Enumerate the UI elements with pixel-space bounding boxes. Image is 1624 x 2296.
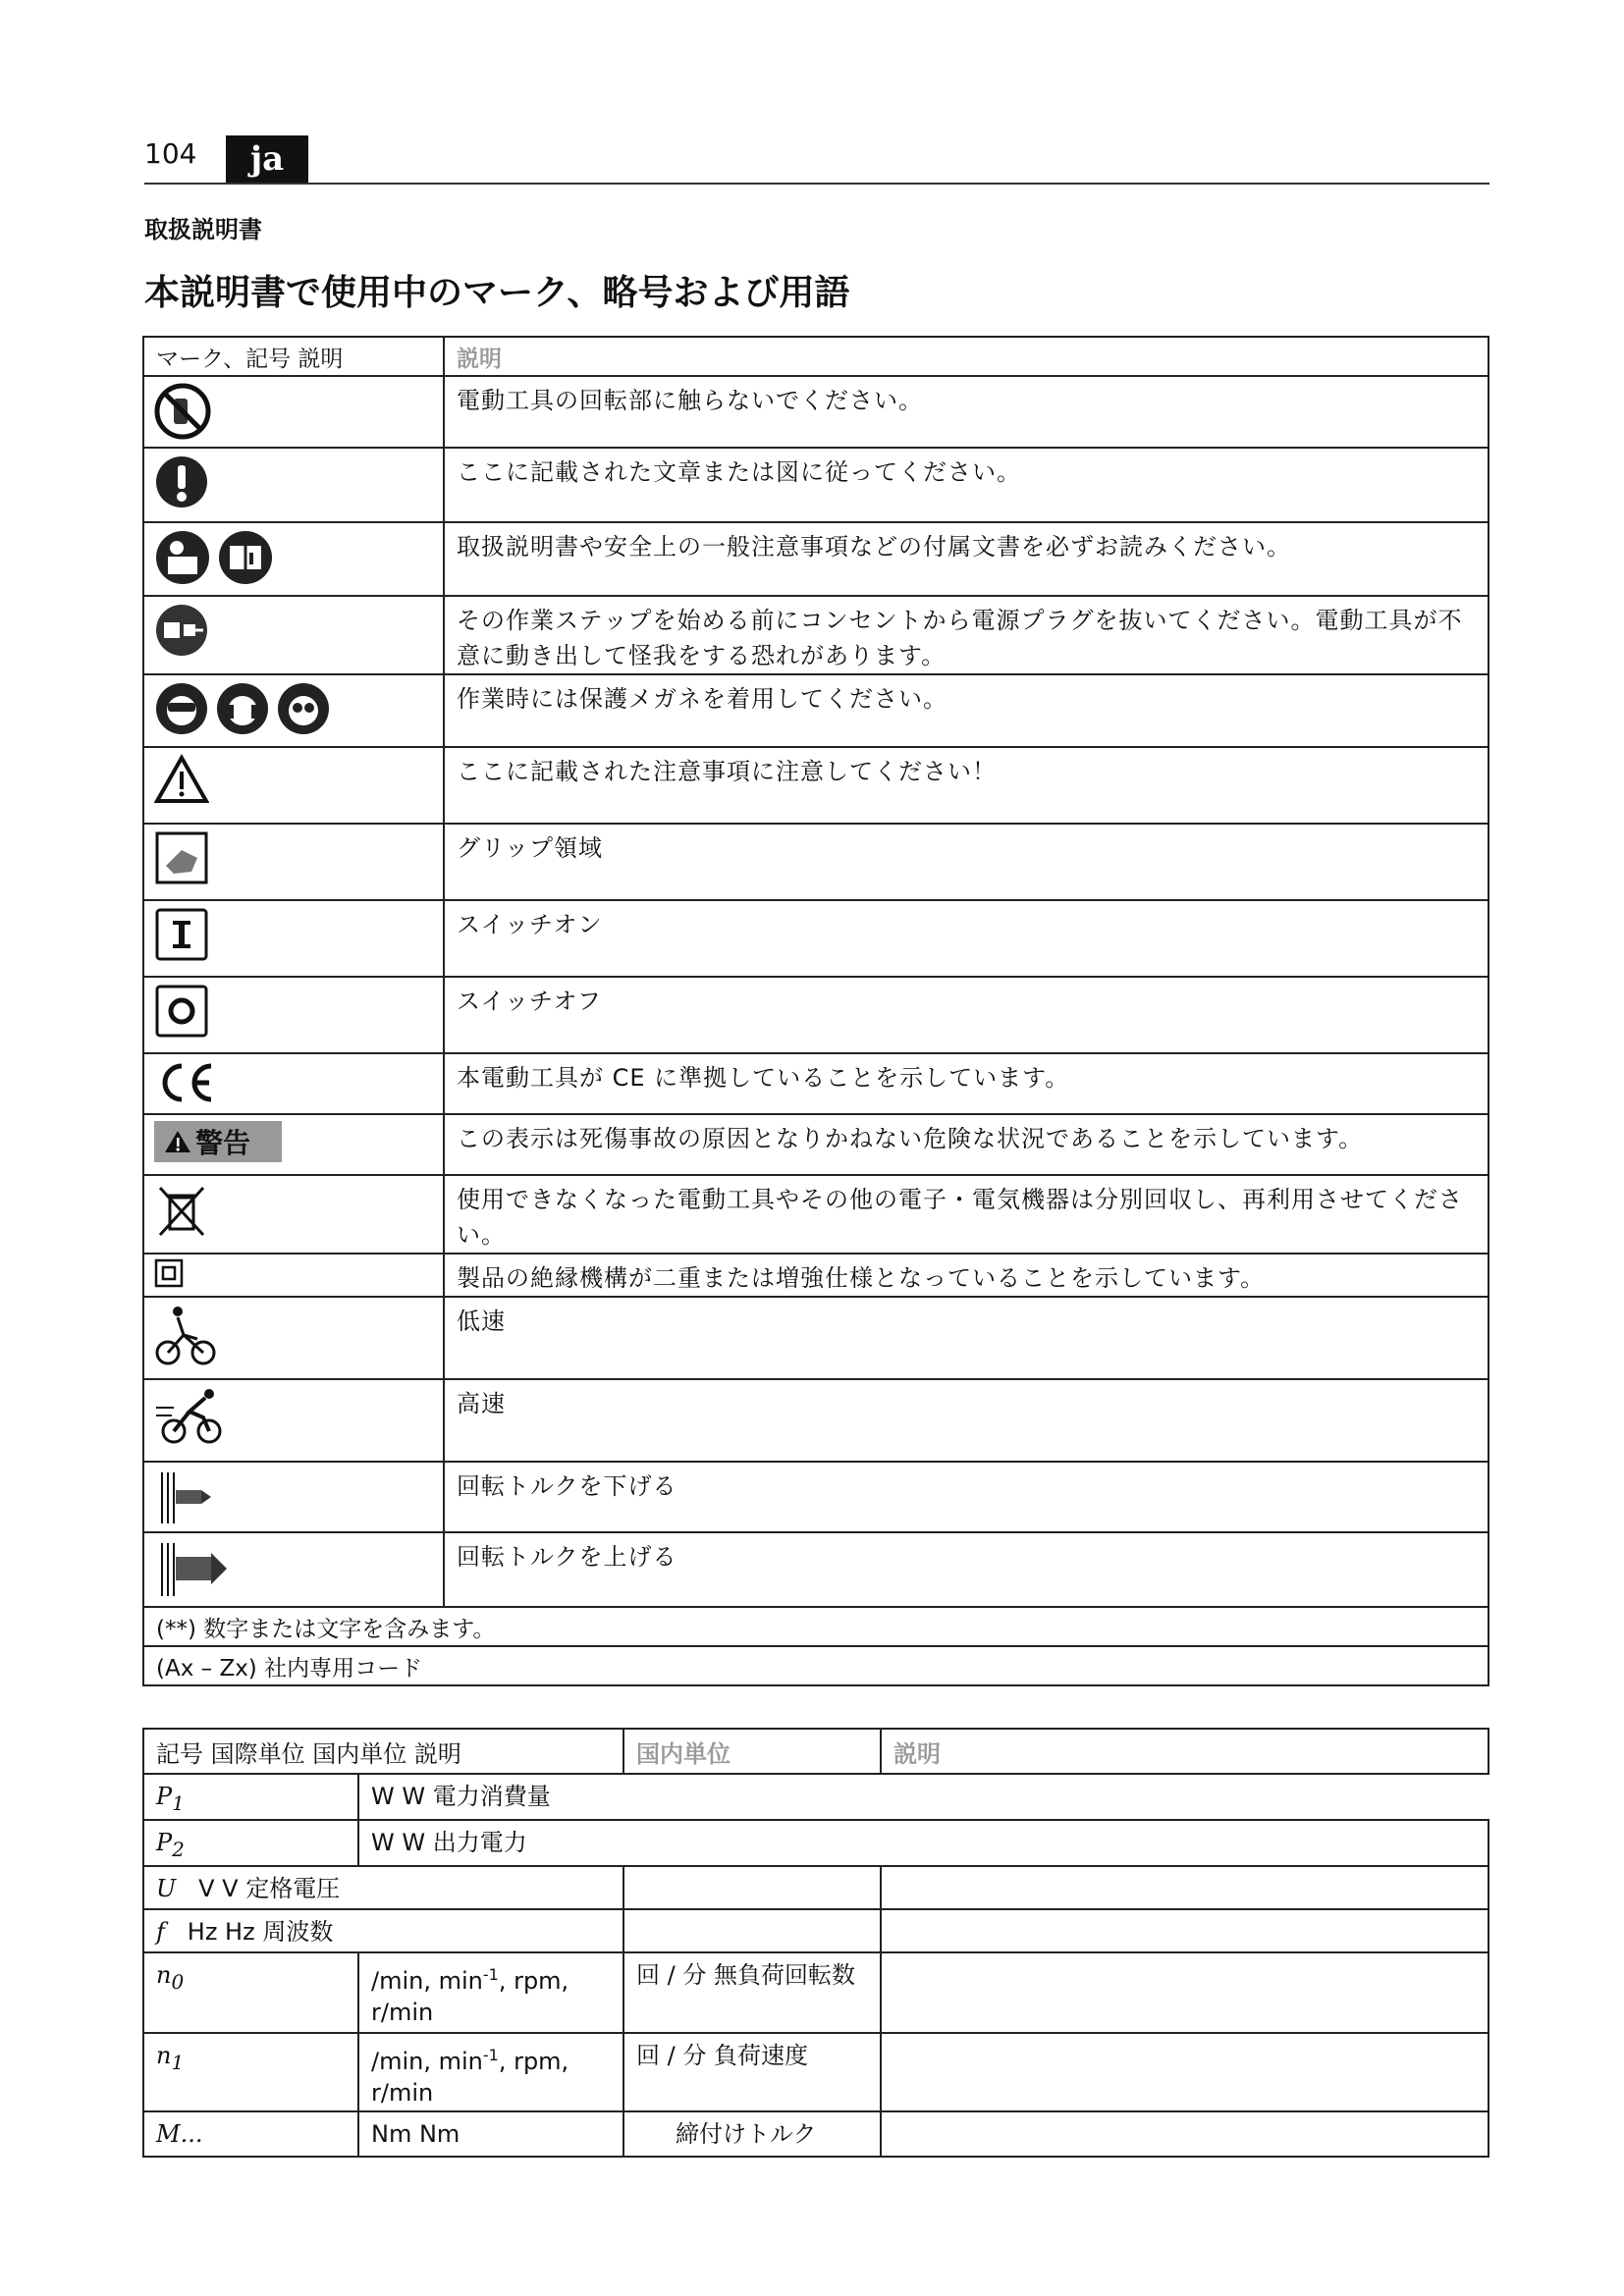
double-insulation-icon xyxy=(154,1258,184,1288)
table-row xyxy=(143,1114,1489,1175)
table-row: $P_2$ W W 出力電力 xyxy=(143,1820,1489,1866)
grip-area-icon xyxy=(154,830,209,885)
unit-symbol: M... xyxy=(156,2119,203,2148)
document-type: 取扱説明書 xyxy=(144,216,262,243)
units-header-row xyxy=(143,1729,1489,1774)
unit-text: W W 電力消費量 xyxy=(358,1774,1489,1820)
unplug-icon xyxy=(154,603,209,658)
units-col-desc: 説明 xyxy=(881,1729,1489,1774)
unit-symbol: n xyxy=(156,2041,172,2069)
unit-international: /min, $\min^{-1}$, rpm, r/min xyxy=(358,2033,623,2111)
symbol-desc: スイッチオフ xyxy=(444,977,1489,1053)
table-row xyxy=(143,1866,1489,1909)
page-number: 104 xyxy=(144,137,197,170)
unit-symbol: U xyxy=(156,1874,177,1902)
table-row xyxy=(143,1053,1489,1114)
symbol-desc: ここに記載された注意事項に注意してください！ xyxy=(444,747,1489,824)
symbol-desc: 使用できなくなった電動工具やその他の電子・電気機器は分別回収し、再利用させてください。 xyxy=(444,1175,1489,1254)
symbol-desc: 本電動工具が CE に準拠していることを示しています。 xyxy=(444,1053,1489,1114)
table-row xyxy=(143,977,1489,1053)
symbol-desc: 製品の絶縁機構が二重または増強仕様となっていることを示しています。 xyxy=(444,1254,1489,1297)
symbol-desc: 電動工具の回転部に触らないでください。 xyxy=(444,376,1489,448)
symbols-col-symbol: マーク、記号 説明 xyxy=(143,337,444,376)
units-table xyxy=(142,1728,1489,2158)
warning-triangle-icon xyxy=(154,754,209,805)
table-row xyxy=(143,747,1489,824)
symbol-desc: グリップ領域 xyxy=(444,824,1489,900)
symbol-desc: ここに記載された文章または図に従ってください。 xyxy=(444,448,1489,522)
symbol-desc: その作業ステップを始める前にコンセントから電源プラグを抜いてください。電動工具が不意に動き出して怪我をする恐れがあります。 xyxy=(444,596,1489,674)
book-info-icon xyxy=(217,529,274,586)
warning-label-text: 警告 xyxy=(195,1127,251,1159)
table-row xyxy=(143,824,1489,900)
unit-row-text xyxy=(143,1909,623,1952)
switch-off-icon xyxy=(154,984,209,1039)
unit-international: /min, $\min^{-1}$, rpm, r/min xyxy=(358,1952,623,2033)
unit-text: Hz Hz 周波数 xyxy=(187,1917,334,1946)
unit-text: W W 出力電力 xyxy=(358,1820,1489,1866)
header-rule xyxy=(144,183,1489,185)
unit-row-text xyxy=(143,1866,623,1909)
table-note-row xyxy=(143,1607,1489,1646)
safety-goggles-icon xyxy=(154,681,209,736)
table-row: $n_1$ /min, $\min^{-1}$, rpm, r/min 回 / 分 負荷速度 xyxy=(143,2033,1489,2111)
unit-text: V V 定格電圧 xyxy=(198,1874,341,1902)
symbol-desc: 高速 xyxy=(444,1379,1489,1462)
wear-protection-icon xyxy=(276,681,331,736)
no-touch-rotating-icon xyxy=(154,383,211,440)
table-row xyxy=(143,674,1489,747)
language-tab: ja xyxy=(226,135,308,183)
unit-national: 回 / 分 負荷速度 xyxy=(623,2033,881,2111)
unit-national: 回 / 分 無負荷回転数 xyxy=(623,1952,881,2033)
unit-text: Nm Nm xyxy=(358,2111,623,2157)
unit-symbol: P xyxy=(156,1783,173,1810)
table-row xyxy=(143,1379,1489,1462)
high-speed-icon xyxy=(154,1386,225,1447)
torque-up-icon xyxy=(154,1539,233,1600)
symbol-desc: スイッチオン xyxy=(444,900,1489,977)
ear-protection-icon xyxy=(215,681,270,736)
table-row xyxy=(143,1462,1489,1532)
symbol-desc: この表示は死傷事故の原因となりかねない危険な状況であることを示しています。 xyxy=(444,1114,1489,1175)
units-col-header: 記号 国際単位 国内単位 説明 xyxy=(143,1729,623,1774)
units-col-national: 国内単位 xyxy=(623,1729,881,1774)
table-note-row xyxy=(143,1646,1489,1685)
unit-desc xyxy=(881,2111,1489,2157)
symbol-desc: 作業時には保護メガネを着用してください。 xyxy=(444,674,1489,747)
unit-symbol: n xyxy=(156,1960,172,1989)
footnote-numbers: (**) 数字または文字を含みます。 xyxy=(143,1607,1489,1646)
symbol-desc: 回転トルクを上げる xyxy=(444,1532,1489,1607)
unit-symbol: f xyxy=(156,1917,165,1946)
table-row xyxy=(143,1532,1489,1607)
torque-down-icon xyxy=(154,1468,217,1527)
symbol-desc: 回転トルクを下げる xyxy=(444,1462,1489,1532)
switch-on-icon xyxy=(154,907,209,962)
unit-national: 締付けトルク xyxy=(623,2111,881,2157)
symbols-table xyxy=(142,336,1489,1686)
table-row: $n_0$ /min, $\min^{-1}$, rpm, r/min 回 / 分 無負荷回転数 xyxy=(143,1952,1489,2033)
unit-desc xyxy=(881,2033,1489,2111)
symbol-desc: 低速 xyxy=(444,1297,1489,1379)
weee-bin-icon xyxy=(154,1182,209,1241)
table-row xyxy=(143,1254,1489,1297)
unit-symbol: P xyxy=(156,1828,173,1856)
table-row xyxy=(143,2111,1489,2157)
ce-mark-icon xyxy=(154,1060,217,1105)
unit-desc xyxy=(881,1952,1489,2033)
mandatory-action-icon xyxy=(154,454,209,509)
footnote-internal-code: (Ax – Zx) 社内専用コード xyxy=(143,1646,1489,1685)
table-row xyxy=(143,448,1489,522)
warning-label-icon xyxy=(154,1121,282,1162)
symbol-desc: 取扱説明書や安全上の一般注意事項などの付属文書を必ずお読みください。 xyxy=(444,522,1489,596)
read-manual-icon xyxy=(154,529,211,586)
table-row: $P_1$ W W 電力消費量 xyxy=(143,1774,1489,1820)
low-speed-icon xyxy=(154,1304,217,1368)
table-row xyxy=(143,522,1489,596)
table-row xyxy=(143,376,1489,448)
symbols-header-row xyxy=(143,337,1489,376)
page-title: 本説明書で使用中のマーク、略号および用語 xyxy=(144,273,850,313)
table-row xyxy=(143,1297,1489,1379)
table-row xyxy=(143,1175,1489,1254)
table-row xyxy=(143,596,1489,674)
symbols-col-desc: 説明 xyxy=(444,337,1489,376)
table-row xyxy=(143,1909,1489,1952)
table-row xyxy=(143,900,1489,977)
